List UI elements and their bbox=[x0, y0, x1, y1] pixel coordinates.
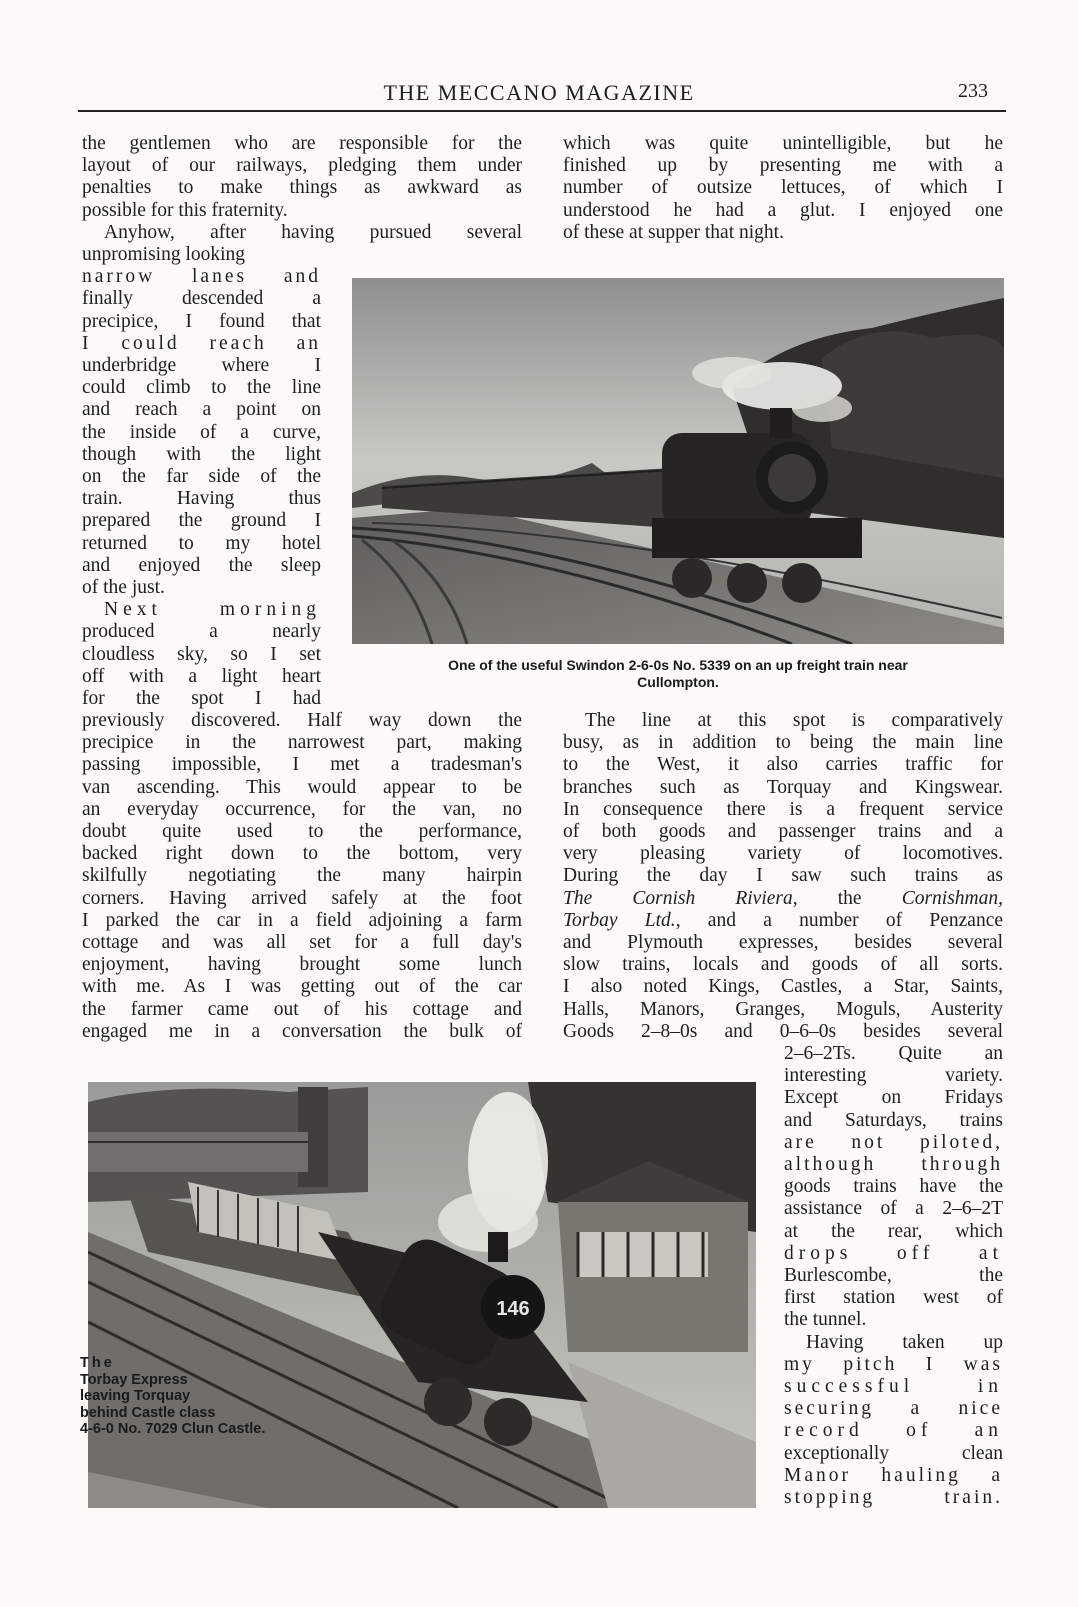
header-rule bbox=[78, 110, 1006, 112]
text-line: narrow lanes and bbox=[82, 266, 321, 288]
text-line: and Saturdays, trains bbox=[784, 1109, 1003, 1131]
text-line: doubt quite used to the performance, bbox=[82, 821, 522, 843]
text-line: record of an bbox=[784, 1420, 1003, 1442]
text-line: of these at supper that night. bbox=[563, 221, 784, 243]
train-name-cornish-riviera: The Cornish Riviera bbox=[563, 887, 793, 909]
text-line: Manor hauling a bbox=[784, 1464, 1003, 1486]
text-line: the gentlemen who are responsible for the bbox=[82, 133, 522, 154]
text-line: and reach a point on bbox=[82, 399, 321, 421]
text-line: interesting variety. bbox=[784, 1065, 1003, 1087]
text-fragment: , and a number of Penzance bbox=[675, 909, 1004, 931]
text-line: finally descended a bbox=[82, 288, 321, 310]
text-line: and enjoyed the sleep bbox=[82, 554, 321, 576]
photo-torbay-express bbox=[88, 1082, 756, 1508]
text-line: understood he had a glut. I enjoyed one bbox=[563, 199, 1003, 221]
photo1-caption bbox=[352, 657, 1004, 691]
text-line: the tunnel. bbox=[784, 1309, 867, 1331]
text-line: with me. As I was getting out of the car bbox=[82, 976, 522, 998]
text-line: produced a nearly bbox=[82, 621, 321, 643]
text-line: cottage and was all set for a full day's bbox=[82, 932, 522, 954]
text-line: busy, as in addition to being the main line bbox=[563, 732, 1003, 754]
torbay-express-illustration bbox=[88, 1082, 756, 1508]
smokebox-number: 146 bbox=[496, 1298, 530, 1320]
text-line: at the rear, which bbox=[784, 1220, 1003, 1242]
text-line: off with a light heart bbox=[82, 665, 321, 687]
text-line: goods trains have the bbox=[784, 1176, 1003, 1198]
text-line: securing a nice bbox=[784, 1398, 1003, 1420]
text-line: In consequence there is a frequent service bbox=[563, 798, 1003, 820]
text-line: which was quite unintelligible, but he bbox=[563, 133, 1003, 154]
train-name-torbay: Torbay Ltd. bbox=[563, 909, 676, 931]
text-line: passing impossible, I met a tradesman's bbox=[82, 754, 522, 776]
text-line: returned to my hotel bbox=[82, 532, 321, 554]
text-line: although through bbox=[784, 1154, 1003, 1176]
text-line: Next morning bbox=[104, 599, 321, 621]
column1-narrow-text bbox=[82, 244, 321, 710]
text-line: precipice, I found that bbox=[82, 310, 321, 332]
text-line: skilfully negotiating the many hairpin bbox=[82, 865, 522, 887]
text-line: assistance of a 2–6–2T bbox=[784, 1198, 1003, 1220]
text-line: finished up by presenting me with a bbox=[563, 155, 1003, 177]
caption-line: The bbox=[80, 1355, 115, 1371]
text-line: to the West, it also carries traffic for bbox=[563, 754, 1003, 776]
text-line bbox=[563, 910, 1003, 932]
text-line: penalties to make things as awkward as bbox=[82, 177, 522, 199]
text-line: 2–6–2Ts. Quite an bbox=[784, 1043, 1003, 1064]
column1-top-text bbox=[82, 133, 522, 244]
text-line: I could reach an bbox=[82, 332, 321, 354]
text-line: possible for this fraternity. bbox=[82, 199, 288, 221]
text-line: prepared the ground I bbox=[82, 510, 321, 532]
text-line: layout of our railways, pledging them under bbox=[82, 155, 522, 177]
text-fragment: , the bbox=[792, 887, 902, 909]
freight-train-illustration bbox=[352, 278, 1004, 644]
caption-line: Cullompton. bbox=[637, 674, 719, 690]
text-line: Halls, Manors, Granges, Moguls, Austerity bbox=[563, 998, 1003, 1020]
text-line: exceptionally clean bbox=[784, 1442, 1003, 1464]
text-line: unpromising looking bbox=[82, 244, 246, 265]
train-name-cornishman: Cornishman, bbox=[901, 887, 1004, 909]
column1-bottom-text bbox=[82, 710, 522, 1043]
text-line: first station west of bbox=[784, 1287, 1003, 1309]
caption-line: behind Castle class bbox=[80, 1404, 216, 1421]
text-line: slow trains, locals and goods of all sorts. bbox=[563, 954, 1003, 976]
text-line: engaged me in a conversation the bulk of bbox=[82, 1020, 522, 1042]
text-line: Except on Fridays bbox=[784, 1087, 1003, 1109]
text-line: stopping train. bbox=[784, 1487, 1003, 1509]
text-line: my pitch I was bbox=[784, 1353, 1003, 1375]
text-line: and Plymouth expresses, besides several bbox=[563, 932, 1003, 954]
text-line: Having taken up bbox=[806, 1331, 1003, 1353]
text-line: for the spot I had bbox=[82, 688, 321, 710]
text-line bbox=[563, 888, 1003, 910]
text-line: the inside of a curve, bbox=[82, 421, 321, 443]
text-line: Anyhow, after having pursued several bbox=[104, 221, 522, 243]
caption-line: leaving Torquay bbox=[80, 1388, 191, 1404]
column2-narrow-text bbox=[784, 1043, 1003, 1509]
text-line: I parked the car in a field adjoining a farm bbox=[82, 909, 522, 931]
text-line: corners. Having arrived safely at the foot bbox=[82, 887, 522, 909]
magazine-title: THE MECCANO MAGAZINE bbox=[383, 80, 695, 105]
photo2-caption bbox=[80, 1355, 340, 1438]
text-line: cloudless sky, so I set bbox=[82, 643, 321, 665]
text-line: The line at this spot is comparatively bbox=[585, 710, 1003, 731]
text-line: drops off at bbox=[784, 1242, 1003, 1264]
text-line: of both goods and passenger trains and a bbox=[563, 821, 1003, 843]
caption-line: 4-6-0 No. 7029 Clun Castle. bbox=[80, 1421, 266, 1437]
text-line: backed right down to the bottom, very bbox=[82, 843, 522, 865]
text-line: underbridge where I bbox=[82, 355, 321, 377]
caption-line: One of the useful Swindon 2-6-0s No. 5339 on an up freight train near bbox=[448, 657, 908, 673]
page-number: 233 bbox=[958, 80, 988, 102]
text-line: previously discovered. Half way down the bbox=[82, 710, 522, 731]
text-line: I also noted Kings, Castles, a Star, Saints, bbox=[563, 976, 1003, 998]
text-line: van ascending. This would appear to be bbox=[82, 776, 522, 798]
text-line: Goods 2–8–0s and 0–6–0s besides several bbox=[563, 1020, 1003, 1042]
text-line: could climb to the line bbox=[82, 377, 321, 399]
text-line: the farmer came out of his cottage and bbox=[82, 998, 522, 1020]
column2-middle-text bbox=[563, 710, 1003, 1043]
text-line: train. Having thus bbox=[82, 488, 321, 510]
text-line: of the just. bbox=[82, 577, 165, 599]
column2-top-text bbox=[563, 133, 1003, 244]
text-line: very pleasing variety of locomotives. bbox=[563, 843, 1003, 865]
text-line: successful in bbox=[784, 1376, 1003, 1398]
text-line: number of outsize lettuces, of which I bbox=[563, 177, 1003, 199]
text-line: though with the light bbox=[82, 443, 321, 465]
caption-line: Torbay Express bbox=[80, 1371, 188, 1388]
text-line: are not piloted, bbox=[784, 1131, 1003, 1153]
text-line: branches such as Torquay and Kingswear. bbox=[563, 776, 1003, 798]
text-line: precipice in the narrowest part, making bbox=[82, 732, 522, 754]
text-line: Burlescombe, the bbox=[784, 1265, 1003, 1287]
text-line: enjoyment, having brought some lunch bbox=[82, 954, 522, 976]
photo-freight-train bbox=[352, 278, 1004, 644]
text-line: an everyday occurrence, for the van, no bbox=[82, 798, 522, 820]
text-line: During the day I saw such trains as bbox=[563, 865, 1003, 887]
text-line: on the far side of the bbox=[82, 466, 321, 488]
